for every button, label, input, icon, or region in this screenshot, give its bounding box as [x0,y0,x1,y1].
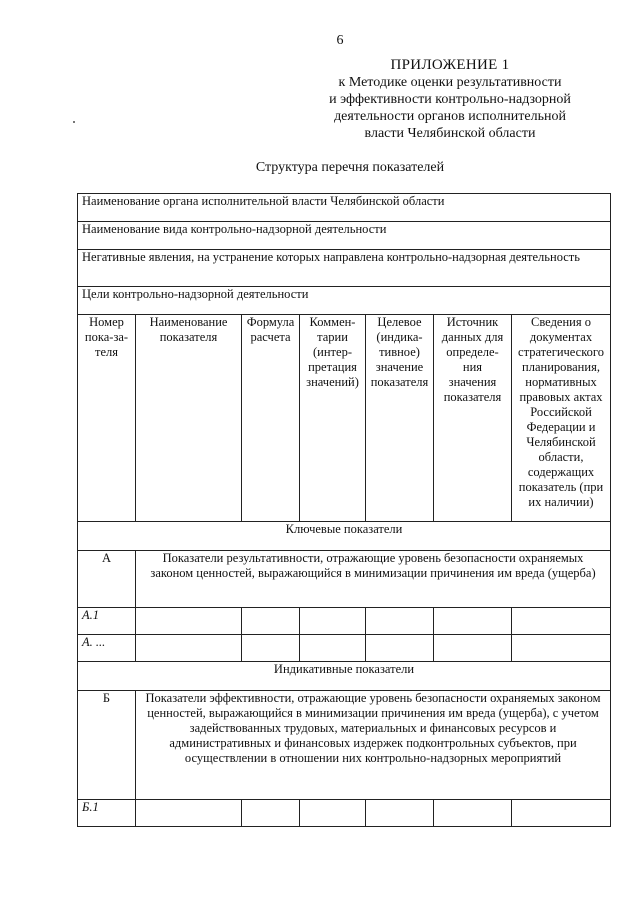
table-row [78,287,611,315]
empty-cell [300,608,366,635]
empty-cell [300,800,366,827]
appendix-line-4: власти Челябинской области [364,126,536,141]
group-b-description: Показатели эффективности, отражающие уровень безопасности охраняемых законом ценностей, выражающийся в минимизации причинения им вреда (ущерба), с учетом задействованных трудовых, материальных и финансовых ресурсов и административных и финансовых издержек подконтрольных субъектов, при осуществлении в отношении них контрольно-надзорных мероприятий [136,691,611,800]
section-indicative-indicators: Индикативные показатели [78,662,611,691]
item-number: Б.1 [78,800,136,827]
appendix-header [300,57,600,142]
empty-cell [136,635,242,662]
section-row [78,522,611,551]
empty-cell [434,635,512,662]
table-row [78,194,611,222]
goals-cell: Цели контрольно-надзорной деятельности [78,287,611,315]
appendix-title: ПРИЛОЖЕНИЕ 1 [390,57,510,73]
group-row [78,691,611,800]
empty-cell [512,800,611,827]
section-row [78,662,611,691]
activity-type-cell: Наименование вида контрольно-надзорной деятельности [78,222,611,250]
table-row [78,250,611,287]
appendix-line-2: и эффективности контрольно-надзорной [329,92,571,107]
empty-cell [366,800,434,827]
item-number: А.1 [78,608,136,635]
authority-name-cell: Наименование органа исполнительной власти Челябинской области [78,194,611,222]
section-key-indicators: Ключевые показатели [78,522,611,551]
header-target-value: Целевое (индика-тивное) значение показателя [366,315,434,522]
empty-cell [366,635,434,662]
empty-cell [242,800,300,827]
group-row [78,551,611,608]
indicators-structure-table [77,193,611,827]
empty-cell [512,608,611,635]
group-b-letter: Б [78,691,136,800]
group-a-description: Показатели результативности, отражающие уровень безопасности охраняемых законом ценностей, выражающийся в минимизации причинения им вреда (ущерба) [136,551,611,608]
empty-cell [242,635,300,662]
header-comments: Коммен-тарии (интер-претация значений) [300,315,366,522]
empty-cell [300,635,366,662]
negative-phenomena-cell: Негативные явления, на устранение которых направлена контрольно-надзорная деятельность [78,250,611,287]
empty-cell [136,800,242,827]
empty-cell [512,635,611,662]
empty-cell [242,608,300,635]
table-row [78,608,611,635]
table-row [78,800,611,827]
item-number: А. ... [78,635,136,662]
empty-cell [434,608,512,635]
header-number: Номер пока-за-теля [78,315,136,522]
table-row [78,222,611,250]
empty-cell [136,608,242,635]
header-documents: Сведения о документах стратегического планирования, нормативных правовых актах Российской Федерации и Челябинской области, содержащих показатель (при их наличии) [512,315,611,522]
header-formula: Формула расчета [242,315,300,522]
document-title: Структура перечня показателей [255,160,445,175]
empty-cell [434,800,512,827]
appendix-line-1: к Методике оценки результативности [338,75,562,90]
table-row [78,635,611,662]
scan-speck [73,121,75,123]
header-indicator-name: Наименование показателя [136,315,242,522]
header-data-source: Источник данных для определе-ния значения показателя [434,315,512,522]
empty-cell [366,608,434,635]
column-headers-row [78,315,611,522]
page-number: 6 [336,33,344,48]
group-a-letter: А [78,551,136,608]
appendix-line-3: деятельности органов исполнительной [334,109,566,124]
